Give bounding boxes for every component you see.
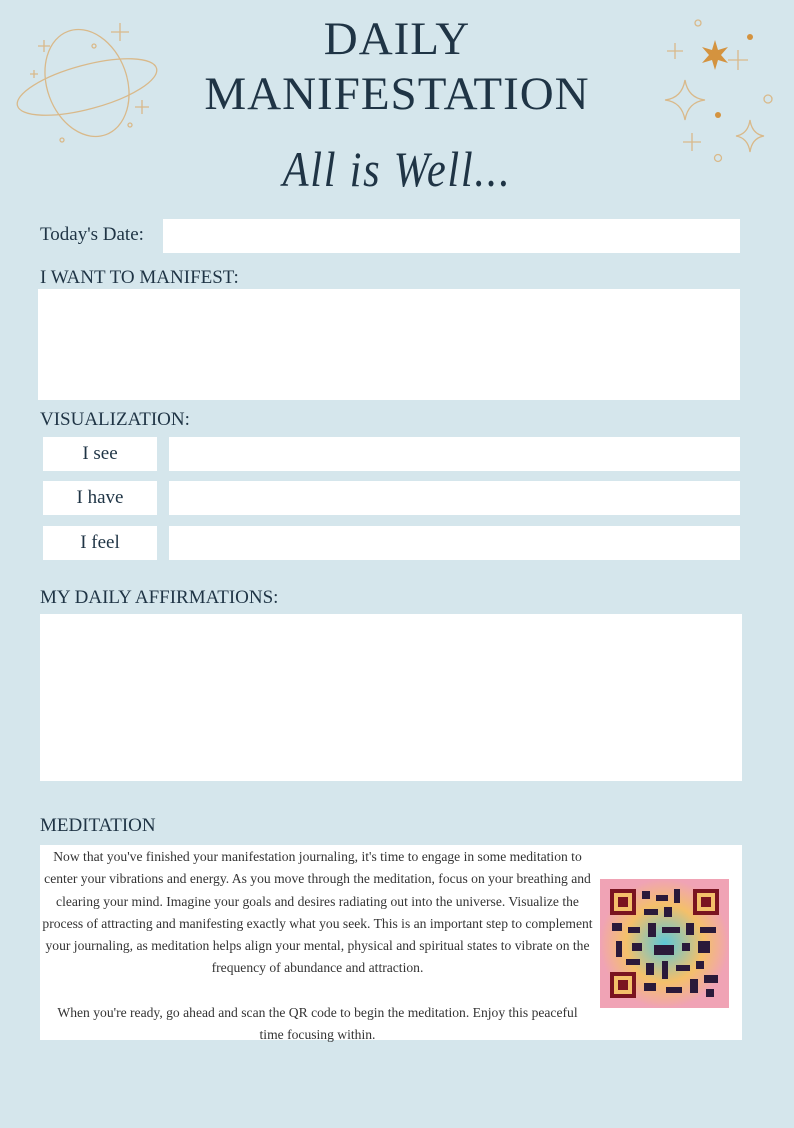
meditation-heading: MEDITATION [40, 815, 156, 836]
see-field[interactable] [169, 437, 740, 471]
subtitle: All is Well... [282, 141, 512, 197]
feel-label: I feel [43, 526, 157, 560]
meditation-paragraph-1: Now that you've finished your manifestation journaling, it's time to engage in some meditation to center your vibrations and energy. As you move through the meditation, focus on your breathing and clearing your mind. Imagine your goals and desires radiating out into the universe. Visualize the process of attracting and manifesting exactly what you seek. This is an important step to complement your journaling, as meditation helps align your mental, physical and spiritual states to vibrate on the frequency of abundance and attraction. [42, 849, 593, 976]
affirmations-field[interactable] [40, 614, 742, 781]
visualization-heading: VISUALIZATION: [40, 409, 190, 430]
affirmations-heading: MY DAILY AFFIRMATIONS: [40, 587, 279, 608]
manifest-field[interactable] [38, 289, 740, 400]
qr-code-icon[interactable] [600, 879, 729, 1008]
manifest-heading: I WANT TO MANIFEST: [40, 267, 239, 288]
see-label: I see [43, 437, 157, 471]
feel-field[interactable] [169, 526, 740, 560]
meditation-text [40, 846, 595, 1046]
date-field[interactable] [163, 219, 740, 253]
title-line1: DAILY [323, 13, 471, 65]
title-line2: MANIFESTATION [204, 68, 590, 120]
have-label: I have [43, 481, 157, 515]
have-field[interactable] [169, 481, 740, 515]
meditation-paragraph-2: When you're ready, go ahead and scan the QR code to begin the meditation. Enjoy this peaceful time focusing within. [57, 1004, 578, 1043]
date-label: Today's Date: [40, 224, 144, 245]
